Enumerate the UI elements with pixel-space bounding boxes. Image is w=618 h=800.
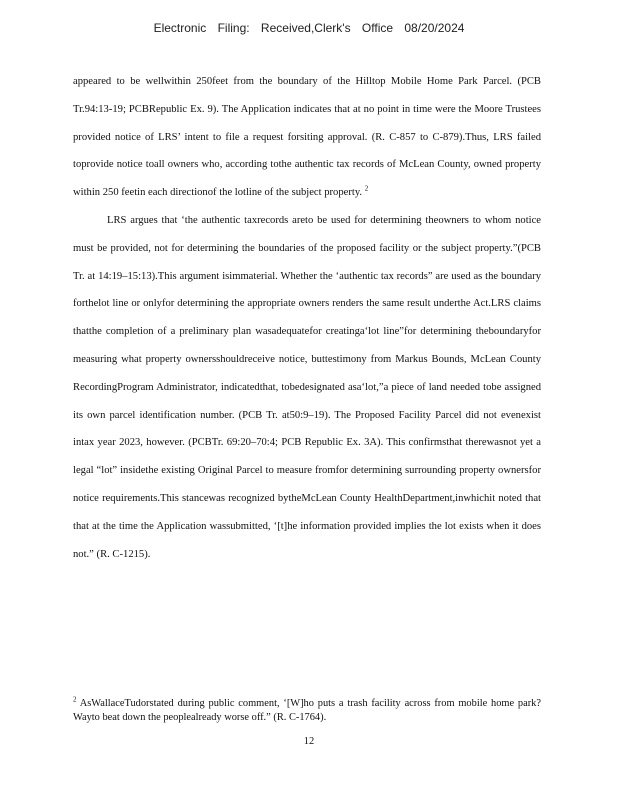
- footnote-reference: 2: [364, 184, 369, 193]
- paragraph-1-text: appeared to be wellwithin 250feet from the boundary of the Hilltop Mobile Home Park Parcel. (PCB Tr.94:13-19; PCBRepublic Ex. 9). The Application indicates that at no point in time were the Moore Trustees provided notice of LRS’ intent to file a request forsiting approval. (R. C-857 to C-879).Thus, LRS failed toprovide notice toall owners who, according tothe authentic tax records of McLean County, owned property within 250 feetin each directionof the lotline of the subject property.: [73, 76, 541, 199]
- body-text: [73, 68, 541, 568]
- page-number: 12: [303, 736, 315, 747]
- filing-header: Electronic Filing: Received,Clerk's Office 08/20/2024: [153, 21, 465, 35]
- footnote-text: AsWallaceTudorstated during public comment, ‘[W]ho puts a trash facility across from mobile home park? Wayto beat down the peoplealready worse off.” (R. C-1764).: [73, 698, 541, 723]
- footnote-number: 2: [73, 695, 77, 704]
- paragraph-1: [73, 68, 541, 207]
- footnote: [73, 697, 541, 724]
- paragraph-2: LRS argues that ‘the authentic taxrecords areto be used for determining theowners to whom notice must be provided, not for determining the boundaries of the proposed facility or the subject property.”(PCB Tr. at 14:19–15:13).This argument isimmaterial. Whether the ‘authentic tax records” are used as the boundary forthelot line or onlyfor determining the appropriate owners renders the same result underthe Act.LRS claims thatthe completion of a preliminary plan wasadequatefor creatinga‘lot line”for determining theboundaryfor measuring what property ownersshouldreceive notice, buttestimony from Markus Bounds, McLean County RecordingProgram Administrator, indicatedthat, tobedesignated asa‘lot,”a piece of land needed tobe assigned its own parcel identification number. (PCB Tr. at50:9–19). The Proposed Facility Parcel did not evenexist intax year 2023, however. (PCBTr. 69:20–70:4; PCB Republic Ex. 3A). This confirmsthat therewasnot yet a legal “lot” insidethe existing Original Parcel to measure fromfor determining surrounding property ownersfor notice requirements.This stancewas recognized bytheMcLean County HealthDepartment,inwhichit noted that that at the time the Application wassubmitted, ‘[t]he information provided implies the lot exists when it does not.” (R. C-1215).: [73, 214, 541, 560]
